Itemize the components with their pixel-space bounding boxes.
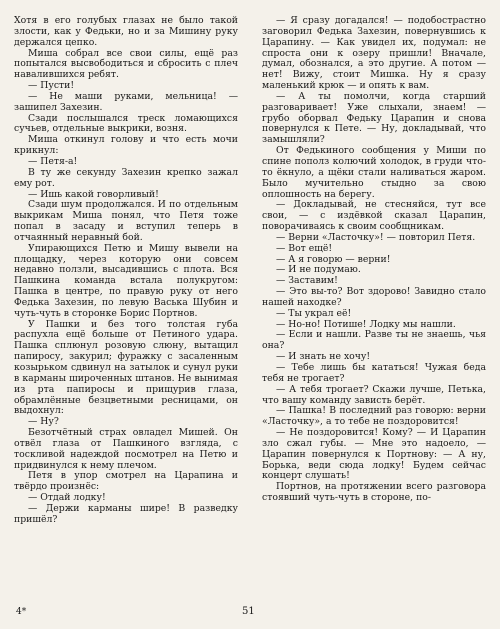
paragraph: Портнов, на протяжении всего разговора стоявший чуть-чуть в стороне, по- — [262, 481, 486, 504]
paragraph: — А я говорю — верни! — [276, 253, 391, 265]
page-number: 51 — [242, 606, 255, 617]
left-text-column — [14, 16, 238, 526]
paragraph: — Вот ещё! — [276, 242, 333, 254]
paragraph: Сзади шум продолжался. И по отдельным выкрикам Миша понял, что Петя тоже попал в засаду и вступил теперь в отчаянный неравный бой. — [14, 199, 238, 243]
paragraph: — Докладывай, не стесняйся, тут все свои, — с издёвкой сказал Царапин, поворачиваясь к своим сообщникам. — [262, 199, 486, 233]
paragraph: — Если и нашли. Разве ты не знаешь, чья она? — [262, 329, 486, 352]
paragraph: Сзади послышался треск ломающихся сучьев, отдельные выкрики, возня. — [14, 112, 238, 135]
paragraph: От Федькиного сообщения у Миши по спине пополз колючий холодок, в груди что-то ёкнуло, а щёки стали наливаться жаром. Было мучительно стыдно за свою оплошность на берегу. — [262, 145, 486, 200]
paragraph: — Но-но! Потише! Лодку мы нашли. — [276, 318, 456, 330]
signature-mark: 4* — [16, 607, 27, 617]
paragraph: — Ты украл её! — [276, 307, 352, 319]
paragraph: — Ну? — [28, 416, 59, 428]
paragraph: — Ишь какой говорливый! — [28, 188, 159, 200]
paragraph: — Пусти! — [28, 80, 75, 92]
paragraph: — И не подумаю. — [276, 264, 361, 276]
paragraph: — Я сразу догадался! — подобострастно заговорил Федька Захезин, повернувшись к Царапину. — Как увидел их, подумал: не спроста они к озеру пришли! Вначале, думал, обознался, а это другие. А потом — нет! Вижу, стоит Мишка. Ну я сразу маленький крюк — и опять к вам. — [262, 15, 486, 92]
paragraph: — Это вы-то? Вот здорово! Завидно стало нашей находке? — [262, 286, 486, 308]
paragraph: — Не поздоровится! Кому? — И Царапин зло сжал губы. — Мне это надоело, — Царапин повернулся к Портнову: — А ну, Борька, веди сюда лодку! Будем сейчас концерт слушать! — [262, 427, 486, 482]
paragraph: — Заставим! — [276, 275, 338, 287]
paragraph: — Держи карманы шире! В разведку пришёл? — [14, 502, 238, 525]
paragraph: Хотя в его голубых глазах не было такой злости, как у Федьки, но и за Мишину руку держался цепко. — [14, 15, 238, 48]
paragraph: — Пашка! В последний раз говорю: верни «Ласточку», а то тебе не поздоровится! — [262, 405, 486, 428]
paragraph: Миша собрал все свои силы, ещё раз попытался высвободиться и сбросить с плеч навалившихся ребят. — [14, 47, 238, 81]
paragraph: Петя в упор смотрел на Царапина и твёрдо произнёс: — [14, 470, 238, 493]
paragraph: — Отдай лодку! — [28, 492, 106, 504]
paragraph: — Тебе лишь бы кататься! Чужая беда тебя не трогает? — [262, 362, 486, 384]
paragraph: Миша откинул голову и что есть мочи крикнул: — [14, 134, 238, 157]
paragraph: Безотчётный страх овладел Мишей. Он отвёл глаза от Пашкиного взгляда, с тоскливой надеждой посмотрел на Петю и придвинулся к нему плечом. — [14, 427, 238, 471]
paragraph: В ту же секунду Захезин крепко зажал ему рот. — [14, 166, 238, 189]
paragraph: У Пашки и без того толстая губа распухла ещё больше от Петиного удара. Пашка сплюнул розовую слюну, вытащил папиросу, закурил; фуражку с засаленным козырьком сдвинул на затылок и сунул руки в карманы широченных штанов. Не вынимая из рта папиросы и прищурив глаза, обрамлённые безцветными ресницами, он выдохнул: — [14, 318, 238, 417]
paragraph: — Верни «Ласточку»! — повторил Петя. — [276, 231, 476, 243]
paragraph: — Петя-а! — [28, 155, 78, 167]
right-text-column — [262, 16, 486, 504]
paragraph: — А ты помолчи, когда старший разговаривает! Уже слыхали, знаем! — грубо оборвал Федьку Царапин и снова повернулся к Пете. — Ну, докладывай, что замышляли? — [262, 90, 486, 146]
paragraph: Упирающихся Петю и Мишу вывели на площадку, через которую они совсем недавно ползли, высадившись с плота. Вся Пашкина команда встала полукругом: Пашка в центре, по правую руку от него Федька Захезин, по левую Васька Шубин и чуть-чуть в сторонке Борис Портнов. — [14, 242, 238, 319]
paragraph: — И знать не хочу! — [276, 351, 371, 363]
paragraph: — Не маши руками, мельница! — зашипел Захезин. — [14, 90, 238, 113]
paragraph: — А тебя трогает? Скажи лучше, Петька, что вашу команду зависть берёт. — [262, 383, 486, 406]
